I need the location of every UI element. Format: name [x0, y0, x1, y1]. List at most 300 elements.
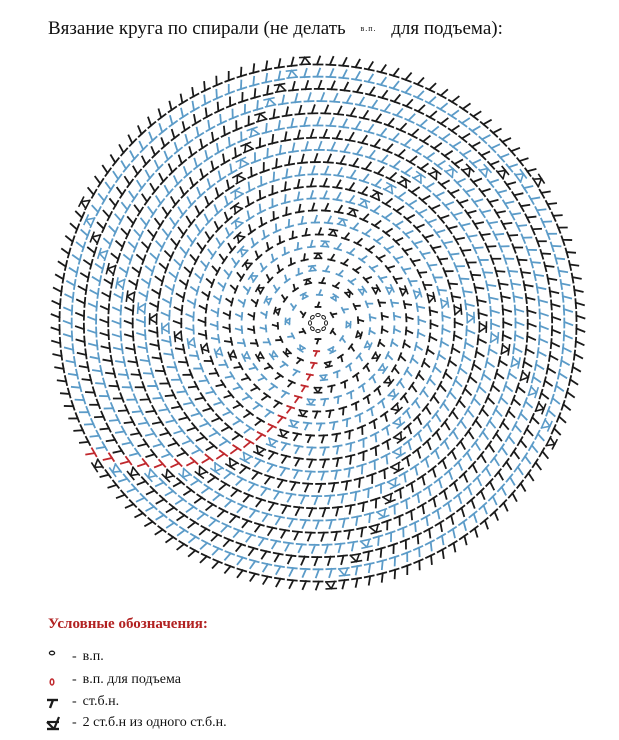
single-crochet-stitch: [222, 227, 233, 238]
single-crochet-stitch: [344, 530, 354, 539]
single-crochet-stitch: [509, 143, 521, 155]
single-crochet-stitch: [306, 435, 314, 442]
increase-stitch: [92, 459, 103, 471]
single-crochet-stitch: [403, 97, 414, 108]
single-crochet-stitch: [377, 252, 387, 261]
single-crochet-stitch: [287, 258, 295, 266]
single-crochet-stitch: [279, 529, 289, 538]
single-crochet-stitch: [346, 442, 356, 451]
single-crochet-stitch: [377, 560, 388, 570]
single-crochet-stitch: [458, 418, 470, 430]
single-crochet-stitch: [489, 140, 501, 152]
single-crochet-stitch: [271, 159, 282, 169]
increase-stitch: [427, 293, 435, 303]
single-crochet-stitch: [200, 213, 212, 225]
single-crochet-stitch: [335, 543, 345, 552]
single-crochet-stitch: [404, 300, 412, 308]
single-crochet-stitch: [110, 170, 122, 182]
single-crochet-stitch: [267, 134, 278, 144]
single-crochet-stitch: [489, 494, 501, 506]
single-crochet-stitch: [478, 309, 486, 318]
single-crochet-stitch: [418, 160, 430, 172]
single-crochet-stitch: [480, 205, 492, 217]
single-crochet-stitch: [79, 437, 90, 449]
single-crochet-stitch: [533, 459, 545, 471]
round-7: [223, 228, 413, 418]
round-16: [113, 118, 524, 529]
single-crochet-stitch: [432, 411, 444, 423]
single-crochet-stitch: [137, 330, 146, 340]
single-crochet-stitch: [152, 393, 163, 405]
single-crochet-stitch: [463, 286, 473, 296]
single-crochet-stitch: [167, 362, 177, 373]
single-crochet-stitch: [358, 317, 363, 323]
single-crochet-stitch: [481, 116, 493, 128]
single-crochet-stitch: [231, 432, 242, 443]
single-crochet-stitch: [479, 503, 491, 515]
single-crochet-stitch: [519, 199, 530, 211]
single-crochet-stitch: [220, 423, 231, 434]
single-crochet-stitch: [512, 241, 523, 252]
single-crochet-stitch: [252, 402, 262, 412]
single-crochet-stitch: [187, 87, 199, 98]
single-crochet-stitch: [243, 425, 254, 436]
single-crochet-stitch: [256, 217, 266, 227]
single-crochet-stitch: [287, 119, 297, 128]
single-crochet-stitch: [561, 357, 570, 367]
single-crochet-stitch: [187, 548, 199, 559]
single-crochet-stitch: [182, 265, 192, 276]
single-crochet-stitch: [91, 275, 101, 285]
seam-stitch: [119, 457, 131, 469]
single-crochet-stitch: [415, 343, 423, 352]
increase-stitch: [278, 430, 288, 438]
single-crochet-stitch: [487, 418, 498, 430]
increase-stitch: [138, 303, 146, 314]
single-crochet-stitch: [181, 436, 193, 448]
single-crochet-stitch: [508, 265, 518, 276]
single-crochet-stitch: [280, 247, 289, 255]
single-crochet-stitch: [375, 165, 386, 176]
single-crochet-stitch: [246, 482, 257, 493]
single-crochet-stitch: [362, 161, 373, 171]
single-crochet-stitch: [453, 377, 464, 388]
single-crochet-stitch: [334, 371, 342, 378]
single-crochet-stitch: [472, 440, 484, 452]
single-crochet-stitch: [513, 292, 522, 302]
single-crochet-stitch: [271, 284, 279, 292]
single-crochet-stitch: [420, 387, 431, 398]
increase-stitch: [309, 266, 316, 271]
single-crochet-stitch: [300, 118, 310, 127]
single-crochet-stitch: [211, 143, 223, 154]
single-crochet-stitch: [290, 284, 298, 291]
single-crochet-stitch: [441, 438, 453, 450]
seam-stitch: [314, 351, 320, 356]
single-crochet-stitch: [397, 379, 407, 389]
single-crochet-stitch: [366, 300, 373, 308]
single-crochet-stitch: [170, 142, 182, 154]
single-crochet-stitch: [295, 204, 304, 212]
single-crochet-stitch: [194, 241, 205, 252]
single-crochet-stitch: [350, 157, 361, 167]
single-crochet-stitch: [359, 451, 370, 461]
single-crochet-stitch: [501, 217, 512, 229]
single-crochet-stitch: [459, 130, 471, 142]
single-crochet-stitch: [125, 331, 134, 341]
single-crochet-stitch: [423, 404, 434, 415]
single-crochet-stitch: [359, 254, 368, 263]
single-crochet-stitch: [261, 393, 270, 402]
single-crochet-stitch: [549, 352, 558, 362]
increase-stitch: [256, 352, 264, 361]
single-crochet-stitch: [390, 67, 401, 77]
single-crochet-stitch: [152, 217, 164, 229]
single-crochet-stitch: [512, 422, 523, 434]
single-crochet-stitch: [505, 177, 517, 189]
single-crochet-stitch: [165, 504, 177, 516]
single-crochet-stitch: [292, 370, 300, 377]
single-crochet-stitch: [273, 121, 283, 131]
single-crochet-stitch: [470, 269, 480, 280]
single-crochet-stitch: [152, 417, 164, 429]
single-crochet-stitch: [438, 253, 449, 264]
single-crochet-stitch: [186, 325, 194, 334]
increase-stitch: [372, 352, 380, 361]
single-crochet-stitch: [79, 407, 90, 418]
single-crochet-stitch: [472, 361, 482, 372]
single-crochet-stitch: [440, 488, 452, 500]
increase-stitch: [236, 158, 248, 169]
single-crochet-stitch: [328, 254, 335, 261]
single-crochet-stitch: [417, 267, 427, 277]
single-crochet-stitch: [198, 554, 210, 565]
single-crochet-stitch: [220, 195, 232, 207]
single-crochet-stitch: [447, 389, 458, 401]
single-crochet-stitch: [477, 383, 488, 394]
single-crochet-stitch: [412, 398, 423, 409]
single-crochet-stitch: [566, 246, 576, 257]
single-crochet-stitch: [296, 544, 306, 553]
single-crochet-stitch: [401, 137, 413, 148]
single-crochet-stitch: [406, 509, 418, 520]
single-crochet-stitch: [417, 117, 429, 128]
single-crochet-stitch: [281, 207, 290, 216]
single-crochet-stitch: [83, 258, 93, 269]
single-crochet-stitch: [426, 81, 438, 92]
single-crochet-stitch: [268, 211, 278, 220]
single-crochet-stitch: [100, 304, 109, 314]
single-crochet-stitch: [552, 425, 563, 436]
single-crochet-stitch: [433, 508, 445, 520]
single-crochet-stitch: [136, 477, 148, 489]
round-15: [125, 130, 512, 517]
increase-stitch: [234, 232, 245, 242]
single-crochet-stitch: [564, 305, 572, 314]
single-crochet-stitch: [144, 131, 156, 143]
increase-stitch: [339, 568, 350, 576]
single-crochet-stitch: [454, 459, 466, 471]
single-crochet-stitch: [293, 445, 302, 453]
single-crochet-stitch: [193, 272, 203, 282]
single-crochet-stitch: [88, 328, 96, 337]
single-crochet-stitch: [507, 475, 519, 487]
single-crochet-stitch: [426, 554, 438, 565]
single-crochet-stitch: [346, 455, 356, 464]
single-crochet-stitch: [122, 253, 132, 264]
single-crochet-stitch: [165, 416, 177, 428]
single-crochet-stitch: [165, 390, 176, 402]
single-crochet-stitch: [66, 279, 75, 289]
single-crochet-stitch: [79, 362, 89, 372]
single-crochet-stitch: [428, 124, 440, 135]
single-crochet-stitch: [145, 450, 157, 462]
single-crochet-stitch: [151, 287, 161, 297]
single-crochet-stitch: [188, 382, 199, 393]
single-crochet-stitch: [95, 220, 106, 231]
single-crochet-stitch: [167, 128, 179, 140]
single-crochet-stitch: [137, 317, 145, 326]
single-crochet-stitch: [222, 470, 234, 481]
seam-stitch: [137, 459, 149, 471]
single-crochet-stitch: [433, 364, 443, 374]
single-crochet-stitch: [491, 253, 502, 264]
single-crochet-stitch: [248, 509, 259, 519]
increase-stitch: [267, 438, 278, 447]
single-crochet-stitch: [339, 407, 348, 415]
single-crochet-stitch: [274, 71, 284, 80]
single-crochet-stitch: [371, 446, 382, 456]
single-crochet-stitch: [491, 382, 502, 393]
single-crochet-stitch: [347, 107, 357, 116]
single-crochet-stitch: [212, 335, 220, 343]
single-crochet-stitch: [314, 57, 323, 65]
single-crochet-stitch: [250, 384, 260, 393]
seam-stitch: [254, 432, 265, 442]
single-crochet-stitch: [135, 140, 147, 152]
single-crochet-stitch: [366, 86, 377, 96]
single-crochet-stitch: [118, 370, 128, 381]
single-crochet-stitch: [272, 401, 281, 410]
single-crochet-stitch: [211, 187, 223, 199]
single-crochet-stitch: [572, 363, 581, 373]
single-crochet-stitch: [418, 316, 425, 324]
single-crochet-stitch: [186, 312, 194, 321]
increase-stitch: [254, 446, 265, 456]
single-crochet-stitch: [331, 329, 337, 335]
increase-stitch: [289, 420, 298, 428]
single-crochet-stitch: [352, 516, 362, 526]
single-crochet-stitch: [390, 569, 401, 579]
single-crochet-stitch: [499, 394, 510, 405]
single-crochet-stitch: [366, 149, 377, 159]
single-crochet-stitch: [176, 387, 187, 399]
increase-stitch: [348, 208, 358, 216]
single-crochet-stitch: [464, 450, 476, 462]
single-crochet-stitch: [444, 501, 456, 513]
single-crochet-stitch: [521, 267, 531, 278]
single-crochet-stitch: [159, 378, 170, 389]
single-crochet-stitch: [264, 364, 272, 373]
single-crochet-stitch: [515, 305, 524, 315]
increase-stitch: [283, 349, 291, 357]
single-crochet-stitch: [518, 437, 529, 449]
increase-stitch: [126, 291, 134, 302]
single-crochet-stitch: [284, 219, 293, 227]
single-crochet-stitch: [564, 319, 572, 328]
single-crochet-stitch: [216, 508, 228, 519]
single-crochet-stitch: [263, 339, 270, 347]
single-crochet-stitch: [146, 182, 158, 194]
single-crochet-stitch: [153, 239, 164, 251]
increase-stitch: [150, 314, 157, 324]
single-crochet-stitch: [235, 271, 244, 280]
single-crochet-stitch: [347, 169, 357, 179]
single-crochet-stitch: [161, 184, 173, 196]
single-crochet-stitch: [115, 491, 127, 503]
single-crochet-stitch: [338, 355, 346, 362]
single-crochet-stitch: [480, 429, 492, 441]
single-crochet-stitch: [167, 216, 179, 228]
single-crochet-stitch: [222, 179, 234, 191]
single-crochet-stitch: [234, 363, 243, 372]
single-crochet-stitch: [333, 192, 342, 200]
increase-stitch: [369, 524, 381, 533]
single-crochet-stitch: [381, 412, 391, 422]
single-crochet-stitch: [190, 351, 199, 361]
single-crochet-stitch: [155, 496, 167, 508]
single-crochet-stitch: [248, 237, 258, 247]
single-crochet-stitch: [214, 114, 226, 125]
single-crochet-stitch: [454, 175, 466, 187]
single-crochet-stitch: [261, 73, 271, 83]
single-crochet-stitch: [459, 520, 471, 532]
single-crochet-stitch: [132, 228, 143, 240]
single-crochet-stitch: [312, 557, 321, 565]
single-crochet-stitch: [491, 125, 503, 137]
single-crochet-stitch: [236, 312, 243, 319]
single-crochet-stitch: [394, 274, 403, 283]
single-crochet-stitch: [285, 493, 295, 502]
single-crochet-stitch: [278, 95, 288, 104]
single-crochet-stitch: [160, 227, 171, 239]
single-crochet-stitch: [422, 515, 434, 526]
title-text-end: для подъема):: [391, 18, 503, 39]
seam-stitch: [242, 439, 253, 450]
single-crochet-stitch: [133, 125, 145, 137]
single-crochet-stitch: [377, 76, 388, 86]
single-crochet-stitch: [333, 507, 343, 516]
increase-stitch: [174, 331, 182, 341]
single-crochet-stitch: [175, 541, 187, 553]
single-crochet-stitch: [275, 145, 286, 155]
single-crochet-stitch: [370, 375, 379, 384]
single-crochet-stitch: [436, 521, 448, 533]
single-crochet-stitch: [315, 142, 324, 150]
single-crochet-stitch: [470, 123, 482, 135]
single-crochet-stitch: [211, 322, 218, 330]
single-crochet-stitch: [260, 123, 271, 133]
single-crochet-stitch: [326, 569, 335, 577]
single-crochet-stitch: [442, 147, 454, 159]
single-crochet-stitch: [259, 230, 269, 240]
single-crochet-stitch: [138, 290, 147, 300]
single-crochet-stitch: [115, 143, 127, 155]
single-crochet-stitch: [403, 244, 413, 254]
single-crochet-stitch: [280, 505, 290, 514]
single-crochet-stitch: [245, 224, 255, 234]
single-crochet-stitch: [346, 195, 356, 204]
single-crochet-stitch: [431, 448, 443, 460]
single-crochet-stitch: [439, 458, 451, 470]
single-crochet-stitch: [433, 272, 443, 282]
single-crochet-stitch: [398, 353, 407, 362]
title-small-text: в.п.: [360, 24, 377, 33]
single-crochet-stitch: [517, 481, 529, 493]
single-crochet-stitch: [192, 186, 204, 198]
single-crochet-stitch: [158, 405, 169, 417]
single-crochet-stitch: [357, 354, 365, 362]
increase-stitch: [145, 469, 157, 481]
single-crochet-stitch: [449, 409, 461, 421]
single-crochet-stitch: [225, 242, 235, 252]
single-crochet-stitch: [379, 89, 390, 99]
single-crochet-stitch: [53, 351, 62, 361]
single-crochet-stitch: [427, 259, 437, 270]
increase-stitch: [298, 345, 305, 352]
increase-stitch: [414, 289, 422, 299]
single-crochet-stitch: [188, 253, 199, 264]
increase-stitch: [240, 452, 252, 463]
increase-stitch: [345, 290, 353, 298]
single-crochet-stitch: [426, 346, 435, 355]
single-crochet-stitch: [402, 564, 413, 575]
single-crochet-stitch: [255, 176, 266, 187]
single-crochet-stitch: [346, 132, 356, 141]
single-crochet-stitch: [126, 394, 137, 405]
increase-stitch: [195, 466, 207, 478]
single-crochet-stitch: [390, 80, 401, 90]
single-crochet-stitch: [235, 67, 246, 77]
single-crochet-stitch: [125, 215, 136, 227]
single-crochet-stitch: [328, 385, 335, 392]
single-crochet-stitch: [486, 479, 498, 491]
single-crochet-stitch: [243, 181, 255, 192]
single-crochet-stitch: [183, 215, 195, 227]
single-crochet-stitch: [419, 192, 431, 204]
single-crochet-stitch: [210, 89, 221, 100]
single-crochet-stitch: [414, 89, 425, 100]
single-crochet-stitch: [431, 140, 443, 152]
single-crochet-stitch: [299, 495, 309, 504]
single-crochet-stitch: [319, 471, 328, 479]
single-crochet-stitch: [507, 159, 519, 171]
single-crochet-stitch: [307, 241, 314, 248]
single-crochet-stitch: [165, 115, 177, 127]
single-crochet-stitch: [473, 217, 485, 229]
single-crochet-stitch: [317, 423, 325, 430]
single-crochet-stitch: [259, 487, 270, 497]
single-crochet-stitch: [443, 197, 455, 209]
increase-stitch: [391, 403, 402, 413]
single-crochet-stitch: [364, 551, 374, 561]
single-crochet-stitch: [299, 311, 305, 317]
single-crochet-stitch: [177, 121, 189, 133]
single-crochet-stitch: [328, 142, 338, 151]
single-crochet-stitch: [223, 564, 234, 575]
single-crochet-stitch: [456, 397, 467, 409]
single-crochet-stitch: [448, 185, 460, 197]
